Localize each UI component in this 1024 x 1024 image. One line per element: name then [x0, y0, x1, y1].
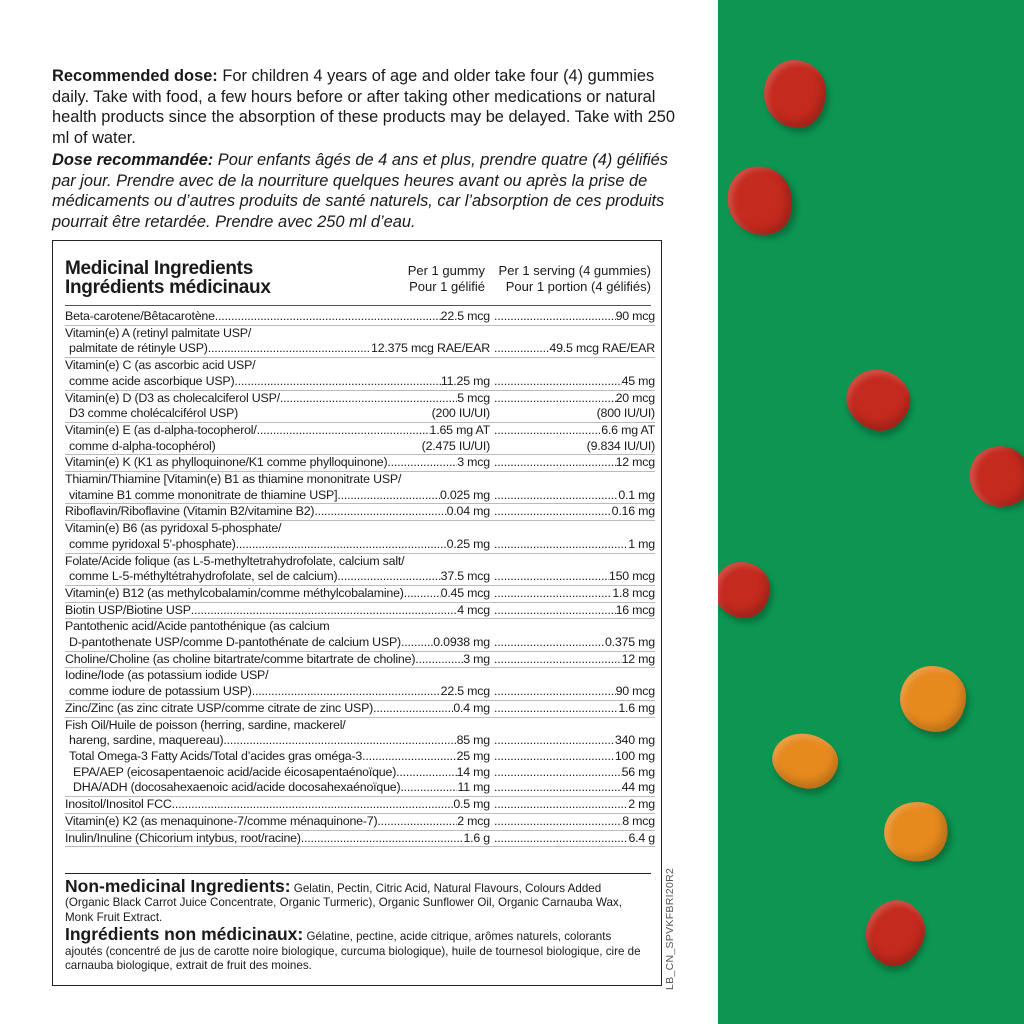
- ingredient-line: [65, 718, 490, 734]
- ingredient-line: [65, 684, 490, 700]
- serving-line: [490, 391, 655, 407]
- leader-dots: [494, 780, 622, 796]
- leader-dots: [257, 423, 430, 439]
- per-serving-amount: 6.4 g: [628, 830, 655, 845]
- leader-dots: [494, 814, 622, 830]
- serving-amount-cell: [490, 586, 655, 602]
- ingredient-name-cell: [65, 326, 490, 357]
- per-gummy-amount: 22.5 mcg: [440, 684, 490, 699]
- ingredients-table: [52, 240, 662, 986]
- ingredient-name-cell: [65, 718, 490, 797]
- ingredient-label: Riboflavin/Riboflavine (Vitamin B2/vitamine B2): [65, 504, 315, 519]
- ingredient-line: [65, 797, 490, 813]
- spacer: [494, 406, 597, 422]
- ingredient-row: [65, 831, 655, 848]
- serving-line: [490, 586, 655, 602]
- ingredient-name-cell: [65, 831, 490, 847]
- ingredient-label: comme L-5-méthyltétrahydrofolate, sel de calcium): [69, 569, 338, 584]
- leader-dots: [494, 586, 612, 602]
- per-serving-amount: 90 mcg: [615, 684, 655, 699]
- leader-dots: [337, 569, 440, 585]
- orange-gummy-image: [768, 729, 842, 794]
- per-serving-amount: 16 mcg: [615, 602, 655, 617]
- ingredient-name-cell: [65, 554, 490, 585]
- ingredient-line: [65, 472, 490, 488]
- leader-dots: [494, 537, 628, 553]
- per-serving-amount: 1.6 mg: [618, 700, 655, 715]
- col1-en: Per 1 gummy: [407, 263, 485, 278]
- ingredient-line: [65, 701, 490, 717]
- leader-dots: [494, 374, 622, 390]
- ingredient-line: [65, 358, 490, 374]
- ingredient-name-cell: [65, 619, 490, 650]
- ingredient-line: [65, 765, 490, 781]
- per-serving-amount: 90 mcg: [615, 309, 655, 323]
- ingredient-line: [65, 554, 490, 570]
- serving-amount-cell: [490, 504, 655, 520]
- dose-label-en: Recommended dose:: [52, 67, 218, 85]
- serving-amount-cell: [490, 619, 655, 650]
- ingredient-row: [65, 326, 655, 358]
- leader-dots: [208, 341, 371, 357]
- leader-dots: [494, 569, 609, 585]
- leader-dots: [396, 765, 456, 781]
- ingredient-row: [65, 554, 655, 586]
- table-title: [65, 259, 271, 297]
- ingredient-line: [65, 423, 490, 439]
- ingredient-line: [65, 504, 490, 520]
- serving-line: [490, 765, 655, 781]
- per-serving-amount: 150 mcg: [608, 569, 655, 584]
- serving-line: [490, 554, 655, 570]
- serving-line: [490, 455, 655, 471]
- leader-dots: [252, 684, 441, 700]
- leader-dots: [494, 391, 616, 407]
- section-divider: [65, 873, 651, 874]
- ingredient-row: [65, 652, 655, 669]
- ingredient-label: comme acide ascorbique USP): [69, 373, 235, 388]
- recommended-dose: [52, 66, 692, 232]
- col1-fr: Pour 1 gélifié: [409, 279, 485, 294]
- red-gummy-image: [856, 892, 933, 974]
- ingredient-line: [65, 341, 490, 357]
- ingredient-line: [65, 391, 490, 407]
- ingredient-line: [65, 488, 490, 504]
- serving-line: [490, 668, 655, 684]
- non-medicinal-ingredients: [65, 876, 645, 973]
- leader-dots: [494, 423, 601, 439]
- serving-line: [490, 521, 655, 537]
- ingredient-line: [65, 439, 490, 455]
- per-gummy-amount: (200 IU/UI): [431, 406, 490, 421]
- serving-amount-cell: [490, 668, 655, 699]
- ingredient-label: hareng, sardine, maquereau): [69, 733, 224, 748]
- serving-line: [490, 504, 655, 520]
- ingredient-line: [65, 619, 490, 635]
- ingredient-row: [65, 797, 655, 814]
- per-serving-amount: 56 mg: [621, 764, 655, 779]
- ingredient-line: [65, 521, 490, 537]
- leader-dots: [236, 537, 447, 553]
- per-gummy-amount: 25 mg: [456, 748, 490, 763]
- serving-amount-cell: [490, 831, 655, 847]
- ingredient-row: [65, 586, 655, 603]
- leader-dots: [215, 309, 441, 325]
- serving-line: [490, 358, 655, 374]
- ingredient-name-cell: [65, 455, 490, 471]
- ingredient-line: [65, 406, 490, 422]
- leader-dots: [494, 749, 615, 765]
- ingredient-row: [65, 309, 655, 326]
- serving-line: [490, 814, 655, 830]
- serving-line: [490, 701, 655, 717]
- serving-line: [490, 569, 655, 585]
- leader-dots: [373, 701, 453, 717]
- leader-dots: [494, 341, 549, 357]
- serving-amount-cell: [490, 814, 655, 830]
- leader-dots: [494, 488, 618, 504]
- ingredient-name-cell: [65, 504, 490, 520]
- ingredient-row: [65, 455, 655, 472]
- ingredient-line: [65, 749, 490, 765]
- ingredient-label: Total Omega-3 Fatty Acids/Total d’acides gras oméga-3: [69, 748, 363, 763]
- red-gummy-image: [718, 562, 770, 618]
- serving-line: [490, 749, 655, 765]
- nonmed-heading-en: Non-medicinal Ingredients:: [65, 876, 291, 896]
- ingredient-line: [65, 309, 490, 325]
- ingredient-row: [65, 814, 655, 831]
- red-gummy-image: [959, 435, 1024, 519]
- serving-amount-cell: [490, 797, 655, 813]
- leader-dots: [494, 652, 622, 668]
- ingredient-label: Fish Oil/Huile de poisson (herring, sardine, mackerel/: [65, 717, 346, 732]
- per-gummy-amount: 0.45 mcg: [440, 585, 490, 600]
- column-header-per-serving: [483, 263, 651, 295]
- ingredient-label: Vitamin(e) A (retinyl palmitate USP/: [65, 325, 252, 340]
- per-serving-amount: 0.375 mg: [604, 635, 655, 650]
- leader-dots: [494, 309, 616, 325]
- serving-line: [490, 635, 655, 651]
- dose-text-en: For children 4 years of age and older take four (4) gummies daily. Take with food, a few hours before or after taking other medications or natural health products since the absorption of these products may be delayed. Take with 250 ml of water.: [52, 67, 675, 147]
- per-gummy-amount: 0.5 mg: [453, 797, 490, 812]
- serving-line: [490, 733, 655, 749]
- ingredient-label: D-pantothenate USP/comme D-pantothénate de calcium USP): [69, 635, 401, 650]
- leader-dots: [314, 504, 446, 520]
- dose-text-fr: Pour enfants âgés de 4 ans et plus, prendre quatre (4) gélifiés par jour. Prendre avec de la nourriture quelques heures avant ou après la prise de médicaments ou d’autres produits de santé naturels, car l’absorption de ces produits pourrait être retardée. Prendre avec 250 ml d’eau.: [52, 151, 668, 231]
- ingredient-label: Beta-carotene/Bêtacarotène: [65, 309, 215, 323]
- ingredient-label: Inulin/Inuline (Chicorium intybus, root/racine): [65, 830, 301, 845]
- ingredient-line: [65, 652, 490, 668]
- per-serving-amount: 45 mg: [621, 373, 655, 388]
- ingredient-line: [65, 569, 490, 585]
- ingredient-line: [65, 326, 490, 342]
- leader-dots: [494, 701, 618, 717]
- leader-dots: [191, 603, 457, 619]
- serving-amount-cell: [490, 718, 655, 797]
- leader-dots: [387, 455, 457, 471]
- ingredient-label: Vitamin(e) D (D3 as cholecalciferol USP/: [65, 390, 280, 405]
- serving-line: [490, 423, 655, 439]
- leader-dots: [494, 603, 616, 619]
- ingredient-name-cell: [65, 797, 490, 813]
- nonmed-text-en: Gelatin, Pectin, Citric Acid, Natural Flavours, Colours Added (Organic Black Carrot Juice Concentrate, Organic Turmeric), Organic Sunflower Oil, Organic Carnauba Wax, Monk Fruit Extract.: [65, 882, 622, 924]
- ingredient-label: comme pyridoxal 5'-phosphate): [69, 536, 236, 551]
- serving-amount-cell: [490, 472, 655, 503]
- per-gummy-amount: 0.025 mg: [439, 487, 490, 502]
- serving-amount-cell: [490, 423, 655, 454]
- serving-line: [490, 309, 655, 325]
- leader-dots: [494, 455, 616, 471]
- ingredient-row: [65, 472, 655, 504]
- leader-dots: [404, 586, 441, 602]
- table-title-fr: Ingrédients médicinaux: [65, 277, 271, 298]
- serving-line: [490, 488, 655, 504]
- ingredient-line: [65, 780, 490, 796]
- serving-line: [490, 472, 655, 488]
- leader-dots: [494, 733, 615, 749]
- serving-amount-cell: [490, 652, 655, 668]
- per-gummy-amount: (2.475 IU/UI): [421, 438, 490, 453]
- ingredient-line: [65, 374, 490, 390]
- ingredient-line: [65, 603, 490, 619]
- red-gummy-image: [764, 60, 826, 128]
- leader-dots: [415, 652, 463, 668]
- ingredient-line: [65, 814, 490, 830]
- serving-line: [490, 406, 655, 422]
- serving-line: [490, 652, 655, 668]
- leader-dots: [362, 749, 456, 765]
- ingredient-label: Vitamin(e) C (as ascorbic acid USP/: [65, 358, 256, 373]
- per-gummy-amount: 0.04 mg: [446, 504, 490, 519]
- ingredient-row: [65, 423, 655, 455]
- ingredient-label: Inositol/Inositol FCC: [65, 797, 172, 812]
- ingredient-label: Iodine/Iode (as potassium iodide USP/: [65, 668, 269, 683]
- ingredient-label: comme d-alpha-tocophérol): [69, 438, 216, 453]
- leader-dots: [377, 814, 457, 830]
- per-gummy-amount: 5 mcg: [457, 390, 490, 405]
- serving-line: [490, 797, 655, 813]
- serving-line: [490, 780, 655, 796]
- col2-en: Per 1 serving (4 gummies): [498, 263, 651, 278]
- ingredient-name-cell: [65, 586, 490, 602]
- per-gummy-amount: 11.25 mg: [440, 373, 490, 388]
- leader-dots: [301, 831, 464, 847]
- ingredient-name-cell: [65, 668, 490, 699]
- table-title-en: Medicinal Ingredients: [65, 258, 253, 279]
- ingredient-label: Vitamin(e) B12 (as methylcobalamin/comme méthylcobalamine): [65, 585, 404, 600]
- per-serving-amount: 1.8 mcg: [612, 585, 655, 600]
- ingredient-row: [65, 718, 655, 798]
- ingredient-label: Zinc/Zinc (as zinc citrate USP/comme citrate de zinc USP): [65, 700, 374, 715]
- leader-dots: [337, 488, 440, 504]
- ingredient-label: EPA/AEP (eicosapentaenoic acid/acide éicosapentaénoïque): [73, 764, 397, 779]
- per-gummy-amount: 0.25 mg: [446, 536, 490, 551]
- serving-line: [490, 619, 655, 635]
- per-serving-amount: 49.5 mcg RAE/EAR: [549, 341, 655, 356]
- ingredient-label: Biotin USP/Biotine USP: [65, 602, 191, 617]
- leader-dots: [494, 797, 628, 813]
- serving-line: [490, 537, 655, 553]
- col2-fr: Pour 1 portion (4 gélifiés): [505, 279, 651, 294]
- serving-amount-cell: [490, 455, 655, 471]
- ingredient-name-cell: [65, 701, 490, 717]
- per-serving-amount: (800 IU/UI): [596, 406, 655, 421]
- ingredient-label: vitamine B1 comme mononitrate de thiamine USP]: [69, 487, 338, 502]
- ingredient-label: Folate/Acide folique (as L-5-methyltetrahydrofolate, calcium salt/: [65, 553, 405, 568]
- nonmed-heading-fr: Ingrédients non médicinaux:: [65, 924, 304, 945]
- serving-line: [490, 374, 655, 390]
- ingredient-line: [65, 537, 490, 553]
- dose-label-fr: Dose recommandée:: [52, 151, 214, 169]
- per-serving-amount: 0.16 mg: [611, 504, 655, 519]
- ingredient-row: [65, 668, 655, 700]
- ingredient-row: [65, 358, 655, 390]
- per-gummy-amount: 1.6 g: [463, 830, 490, 845]
- leader-dots: [280, 391, 457, 407]
- serving-amount-cell: [490, 554, 655, 585]
- gummy-photo: [718, 0, 1024, 1024]
- serving-amount-cell: [490, 391, 655, 422]
- serving-amount-cell: [490, 326, 655, 357]
- per-serving-amount: 44 mg: [621, 780, 655, 795]
- per-serving-amount: 12 mcg: [615, 455, 655, 470]
- ingredient-label: Vitamin(e) K2 (as menaquinone-7/comme ménaquinone-7): [65, 813, 378, 828]
- ingredient-label: Vitamin(e) E (as d-alpha-tocopherol/: [65, 422, 257, 437]
- per-gummy-amount: 37.5 mcg: [440, 569, 490, 584]
- per-serving-amount: 2 mg: [628, 797, 655, 812]
- side-code: LB_CN_SPVKFBRI20R2: [664, 867, 676, 990]
- per-gummy-amount: 0.0938 mg: [433, 635, 490, 650]
- per-serving-amount: 20 mcg: [615, 390, 655, 405]
- orange-gummy-image: [900, 666, 966, 732]
- ingredient-label: Vitamin(e) B6 (as pyridoxal 5-phosphate/: [65, 521, 282, 536]
- ingredient-name-cell: [65, 814, 490, 830]
- ingredient-line: [65, 635, 490, 651]
- ingredient-label: palmitate de rétinyle USP): [69, 341, 208, 356]
- per-serving-amount: 8 mcg: [622, 813, 655, 828]
- ingredient-name-cell: [65, 358, 490, 389]
- per-gummy-amount: 2 mcg: [457, 813, 490, 828]
- ingredient-name-cell: [65, 309, 490, 325]
- serving-amount-cell: [490, 603, 655, 619]
- serving-amount-cell: [490, 309, 655, 325]
- ingredient-name-cell: [65, 603, 490, 619]
- ingredient-label: Thiamin/Thiamine [Vitamin(e) B1 as thiamine mononitrate USP/: [65, 472, 402, 487]
- ingredient-line: [65, 668, 490, 684]
- ingredient-line: [65, 455, 490, 471]
- serving-amount-cell: [490, 701, 655, 717]
- ingredient-row: [65, 504, 655, 521]
- per-gummy-amount: 3 mcg: [457, 455, 490, 470]
- per-serving-amount: 1 mg: [628, 536, 655, 551]
- leader-dots: [494, 684, 616, 700]
- leader-dots: [494, 635, 605, 651]
- ingredient-line: [65, 586, 490, 602]
- ingredient-name-cell: [65, 521, 490, 552]
- leader-dots: [494, 765, 622, 781]
- serving-line: [490, 341, 655, 357]
- ingredient-row: [65, 391, 655, 423]
- per-gummy-amount: 1.65 mg AT: [429, 422, 490, 437]
- ingredient-label: Pantothenic acid/Acide pantothénique (as calcium: [65, 619, 330, 634]
- serving-line: [490, 684, 655, 700]
- ingredient-name-cell: [65, 423, 490, 454]
- column-header-per-gummy: [383, 263, 485, 295]
- ingredient-label: D3 comme cholécalciférol USP): [69, 406, 239, 421]
- ingredient-row: [65, 619, 655, 651]
- per-serving-amount: (9.834 IU/UI): [586, 438, 655, 453]
- leader-dots: [234, 374, 440, 390]
- serving-line: [490, 439, 655, 455]
- per-serving-amount: 0.1 mg: [618, 487, 655, 502]
- ingredient-line: [65, 831, 490, 847]
- ingredient-row: [65, 521, 655, 553]
- per-gummy-amount: 85 mg: [456, 733, 490, 748]
- header-divider: [65, 305, 651, 306]
- per-serving-amount: 12 mg: [621, 651, 655, 666]
- leader-dots: [172, 797, 454, 813]
- per-serving-amount: 340 mg: [614, 733, 655, 748]
- per-gummy-amount: 11 mg: [457, 780, 490, 795]
- leader-dots: [401, 635, 433, 651]
- leader-dots: [494, 504, 612, 520]
- per-gummy-amount: 4 mcg: [457, 602, 490, 617]
- per-gummy-amount: 22.5 mcg: [440, 309, 490, 323]
- ingredient-label: DHA/ADH (docosahexaenoic acid/acide docosahexaénoïque): [73, 780, 401, 795]
- ingredient-label: Vitamin(e) K (K1 as phylloquinone/K1 comme phylloquinone): [65, 455, 388, 470]
- ingredient-name-cell: [65, 391, 490, 422]
- ingredient-name-cell: [65, 652, 490, 668]
- orange-gummy-image: [877, 795, 954, 870]
- per-gummy-amount: 0.4 mg: [453, 700, 490, 715]
- serving-line: [490, 326, 655, 342]
- serving-amount-cell: [490, 521, 655, 552]
- serving-amount-cell: [490, 358, 655, 389]
- leader-dots: [223, 733, 456, 749]
- per-serving-amount: 100 mg: [614, 748, 655, 763]
- per-serving-amount: 6.6 mg AT: [601, 422, 655, 437]
- ingredient-row: [65, 701, 655, 718]
- ingredient-label: Choline/Choline (as choline bitartrate/comme bitartrate de choline): [65, 651, 416, 666]
- ingredient-line: [65, 733, 490, 749]
- red-gummy-image: [718, 157, 802, 245]
- red-gummy-image: [839, 363, 916, 438]
- per-gummy-amount: 14 mg: [456, 764, 490, 779]
- ingredient-rows: [65, 309, 655, 847]
- ingredient-label: comme iodure de potassium USP): [69, 684, 252, 699]
- ingredient-name-cell: [65, 472, 490, 503]
- serving-line: [490, 603, 655, 619]
- per-gummy-amount: 3 mg: [463, 651, 490, 666]
- serving-line: [490, 718, 655, 734]
- spacer: [494, 439, 587, 455]
- leader-dots: [494, 831, 628, 847]
- ingredient-row: [65, 603, 655, 620]
- per-gummy-amount: 12.375 mcg RAE/EAR: [371, 341, 490, 356]
- serving-line: [490, 831, 655, 847]
- nonmed-text-fr: Gélatine, pectine, acide citrique, arômes naturels, colorants ajoutés (concentré de jus de carotte noire biologique, curcuma biologique), huile de tournesol biologique, cire de carnauba biologique, extrait de fruit des moines.: [65, 930, 641, 973]
- leader-dots: [400, 780, 457, 796]
